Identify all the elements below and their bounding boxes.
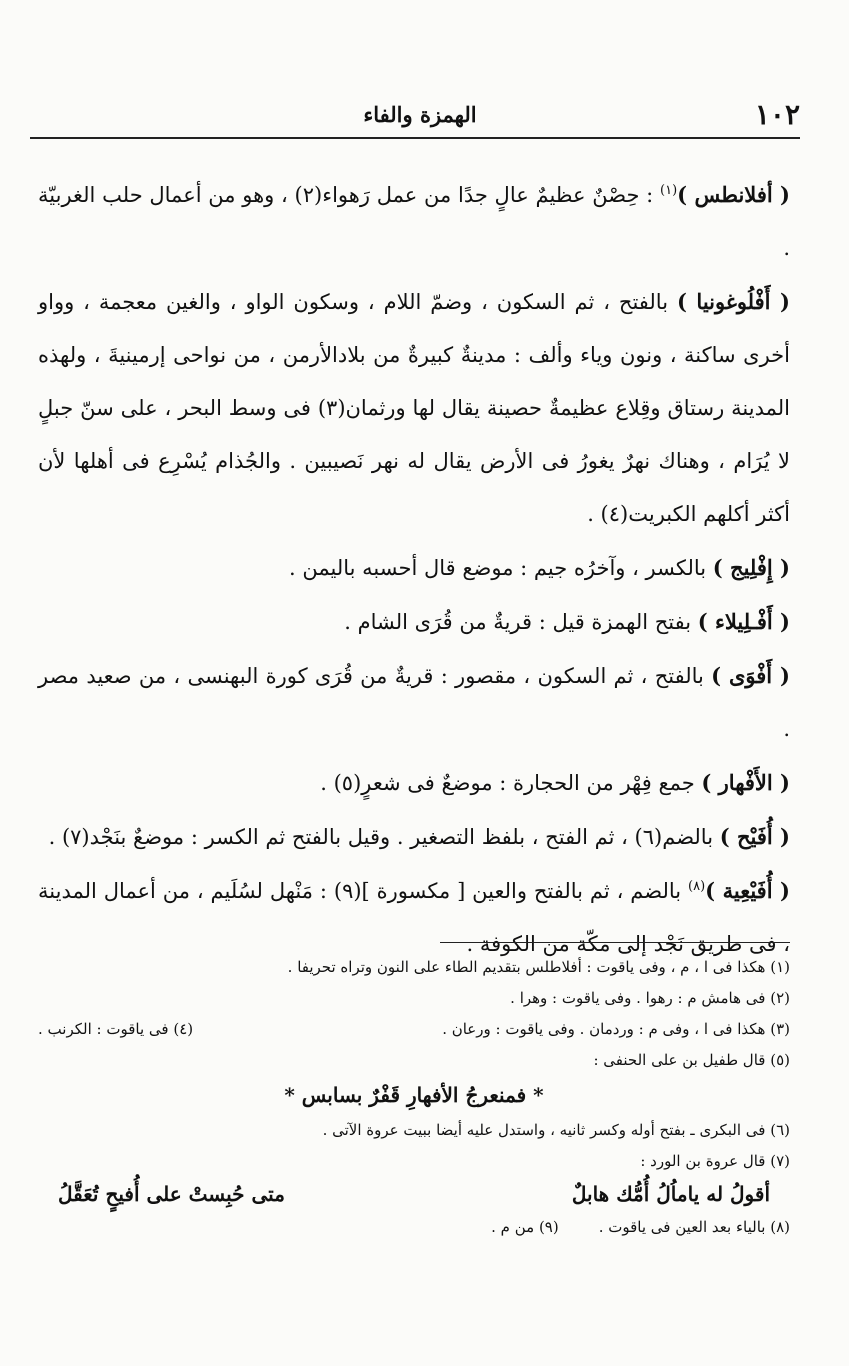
verse-1: * فمنعرجُ الأفهارِ قَفْرٌ بسابس *	[284, 1083, 544, 1107]
entry-head: ( أُفَيْعِية )	[705, 878, 790, 903]
footnote-rule	[440, 942, 790, 943]
entry-aflanatis: ( أفلانطس )$^{(١)}$ : حِصْنٌ عظيمٌ عالٍ جدًا من عمل رَهواء(٢) ، وهو من أعمال حلب الغربيّة .	[38, 182, 790, 260]
main-text	[38, 168, 790, 971]
entry-text: : حِصْنٌ عظيمٌ عالٍ جدًا من عمل رَهواء(٢) ، وهو من أعمال حلب الغربيّة .	[38, 183, 790, 260]
entry-alafhar	[38, 756, 790, 810]
verse-2-first-hemistich: أقولُ له ياماُلُ أُمُّك هابلٌ	[571, 1182, 770, 1206]
entry-text: جمع فِهْر من الحجارة : موضعٌ فى شعرٍ(٥) .	[320, 771, 702, 795]
footnote-9: (٩) من م .	[491, 1218, 559, 1236]
entry-head: ( أَفْوَى )	[711, 663, 790, 688]
entry-text: بفتح الهمزة قيل : قريةٌ من قُرَى الشام .	[344, 610, 698, 634]
entry-ufayh	[38, 810, 790, 864]
entry-ufayiya: ( أُفَيْعِية )$^{(٨)}$ بالضم ، ثم بالفتح والعين [ مكسورة ](٩) : مَنْهل لسُلَيم ، من أعمال المدينة ، فى طريق نَجْد إلى مكّة من الكوفة .	[38, 878, 790, 956]
header-rule	[30, 137, 800, 139]
page-header	[40, 98, 800, 134]
footnote-8: (٨) بالياء بعد العين فى ياقوت .	[598, 1218, 790, 1236]
entry-head: ( أَفْلُوغونيا )	[676, 289, 790, 314]
entry-text: بالفتح ، ثم السكون ، مقصور : قريةٌ من قُرَى كورة البهنسى ، من صعيد مصر .	[38, 664, 790, 741]
entry-head: ( إِفْلِيج )	[712, 555, 790, 580]
entry-aflughunia	[38, 275, 790, 541]
entry-afwa	[38, 649, 790, 756]
footnote-4: (٤) فى ياقوت : الكرنب .	[38, 1020, 194, 1038]
footnote-5: (٥) قال طفيل بن على الحنفى :	[593, 1051, 790, 1069]
entry-head: ( أفلانطس )	[677, 182, 790, 207]
footnote-6: (٦) فى البكرى ـ بفتح أوله وكسر ثانيه ، واستدل عليه أيضا ببيت عروة الآتى .	[322, 1121, 790, 1139]
entry-head: ( أُفَيْح )	[719, 824, 790, 849]
footnote-1: (١) هكذا فى ا ، م ، وفى ياقوت : أفلاطلس بتقديم الطاء على النون وتراه تحريفا .	[287, 958, 790, 976]
footnote-3: (٣) هكذا فى ا ، وفى م : وردمان . وفى ياقوت : ورعان .	[442, 1020, 790, 1038]
entry-head: ( الأَفْهار )	[701, 770, 790, 795]
page-number: ١٠٢	[754, 98, 800, 131]
entry-text: بالضم(٦) ، ثم الفتح ، بلفظ التصغير . وقيل بالفتح ثم الكسر : موضعٌ بنَجْد(٧) .	[48, 825, 720, 849]
entry-aflila	[38, 595, 790, 649]
entry-text: بالضم ، ثم بالفتح والعين [ مكسورة ](٩) : مَنْهل لسُلَيم ، من أعمال المدينة ، فى طريق نَجْد إلى مكّة من الكوفة .	[38, 879, 790, 956]
running-title: الهمزة والفاء	[363, 102, 477, 127]
footnote-2: (٢) فى هامش م : رهوا . وفى ياقوت : وهرا .	[510, 989, 790, 1007]
entry-head: ( أَفْـلِيلاء )	[697, 609, 790, 634]
entry-text: بالفتح ، ثم السكون ، وضمّ اللام ، وسكون الواو ، والغين معجمة ، وواو أخرى ساكنة ، ونون وياء وألف : مدينةٌ كبيرةٌ من بلادالأرمن ، من نواحى إرمينيةَ ، ولهذه المدينة رستاق وقِلاع عظيمةٌ حصينة يقال لها ورثمان(٣) فى وسط البحر ، على سنّ جبلٍ لا يُرَام ، وهناك نهرٌ يغورُ فى الأرض يقال له نهر نَصيبين . والجُذام يُسْرِع فى أهلها لأن أكثر أكلهم الكبريت(٤) .	[38, 290, 790, 526]
footnotes	[38, 952, 790, 1243]
footnote-row-8-9	[38, 1212, 790, 1243]
footnote-7: (٧) قال عروة بن الورد :	[640, 1152, 790, 1170]
footnote-row-3-4	[38, 1014, 790, 1045]
verse-2-second-hemistich: متى حُبِستْ على أُفيحٍ تُعَقَّلُ	[58, 1182, 285, 1206]
entry-text: بالكسر ، وآخرُه جيم : موضع قال أحسبه باليمن .	[289, 556, 713, 580]
entry-iflij	[38, 541, 790, 595]
verse-2	[38, 1179, 790, 1210]
